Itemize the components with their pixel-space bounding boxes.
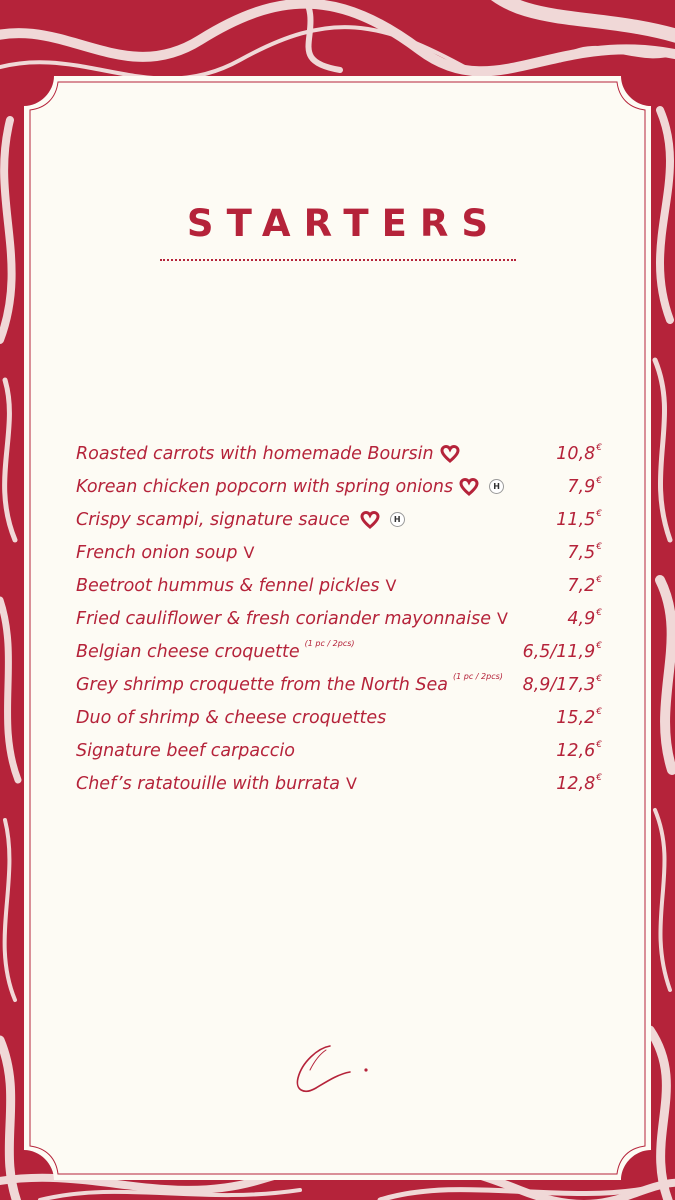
menu-item-price: 8,9/17,3 [522,674,596,695]
vegetarian-icon: V [243,543,255,562]
menu-item [76,767,602,800]
menu-item-name: Chef’s ratatouille with burrata [76,773,340,794]
currency-symbol: € [596,442,602,453]
menu-item [76,503,602,536]
menu-item-name: French onion soup [76,542,238,563]
vegetarian-icon: V [385,576,397,595]
menu-item [76,668,602,701]
menu-item-price-wrap [556,708,602,728]
menu-item [76,701,602,734]
menu-item-name-wrap [76,510,405,530]
menu-item-name-wrap [76,708,386,728]
currency-symbol: € [596,541,602,552]
menu-item-name: Roasted carrots with homemade Boursin [76,443,434,464]
menu-item [76,734,602,767]
menu-item-price-wrap [567,543,602,563]
currency-symbol: € [596,673,602,684]
menu-item-price: 4,9 [567,608,596,629]
halal-badge: H [489,479,504,494]
menu-item-price: 12,6 [556,740,596,761]
menu-item-name: Belgian cheese croquette [76,641,300,662]
heart-icon [459,477,479,497]
menu-item-name-wrap [76,609,508,629]
menu-item-name: Signature beef carpaccio [76,740,295,761]
currency-symbol: € [596,772,602,783]
vegetarian-icon: V [497,609,508,628]
portion-note: (1 pc / 2pcs) [453,672,503,681]
currency-symbol: € [596,706,602,717]
menu-item-price-wrap [556,510,602,530]
menu-item-price: 10,8 [556,443,596,464]
currency-symbol: € [596,475,602,486]
menu-item-price: 7,5 [567,542,596,563]
menu-item-price: 12,8 [556,773,596,794]
currency-symbol: € [596,574,602,585]
halal-badge: H [390,512,405,527]
menu-item-price-wrap [567,576,602,596]
menu-item-price-wrap [556,741,602,761]
currency-symbol: € [596,508,602,519]
menu-item-price: 15,2 [556,707,596,728]
menu-item-price-wrap [523,642,602,662]
menu-item-price-wrap [567,609,602,629]
menu-item-price-wrap [567,477,602,497]
menu-item [76,635,602,668]
menu-item-price: 11,5 [556,509,596,530]
heart-icon [360,510,380,530]
menu-item-name-wrap [76,444,460,464]
signature-logo [290,1040,380,1100]
menu-item-name: Korean chicken popcorn with spring onions [76,476,454,497]
menu-item-price: 6,5/11,9 [522,641,596,662]
menu-item-name-wrap [76,774,357,794]
menu-item [76,536,602,569]
menu-item-name-wrap [76,477,504,497]
page-title: STARTERS [186,202,502,245]
menu-item-price: 7,9 [567,476,596,497]
menu-item-name: Beetroot hummus & fennel pickles [76,575,380,596]
menu-item-name: Grey shrimp croquette from the North Sea [76,674,449,695]
menu-item-name-wrap [76,672,503,695]
menu-item-price: 7,2 [567,575,596,596]
vegetarian-icon: V [345,774,357,793]
menu-item [76,437,602,470]
menu-item-price-wrap [556,444,602,464]
menu-item-name-wrap [76,639,355,662]
menu-item-name-wrap [76,576,396,596]
portion-note: (1 pc / 2pcs) [304,639,355,648]
menu-item-name-wrap [76,741,295,761]
menu-item [76,602,602,635]
menu-item-price-wrap [556,774,602,794]
menu-item-price-wrap [523,675,602,695]
menu-item [76,470,602,503]
menu-item-name: Duo of shrimp & cheese croquettes [76,707,387,728]
currency-symbol: € [596,607,602,618]
currency-symbol: € [596,640,602,651]
menu-list [76,437,602,800]
menu-item [76,569,602,602]
title-divider [160,259,516,261]
currency-symbol: € [596,739,602,750]
menu-item-name: Crispy scampi, signature sauce [76,509,350,530]
heart-icon [440,444,460,464]
menu-item-name: Fried cauliflower & fresh coriander mayonnaise [76,608,491,629]
menu-item-name-wrap [76,543,254,563]
